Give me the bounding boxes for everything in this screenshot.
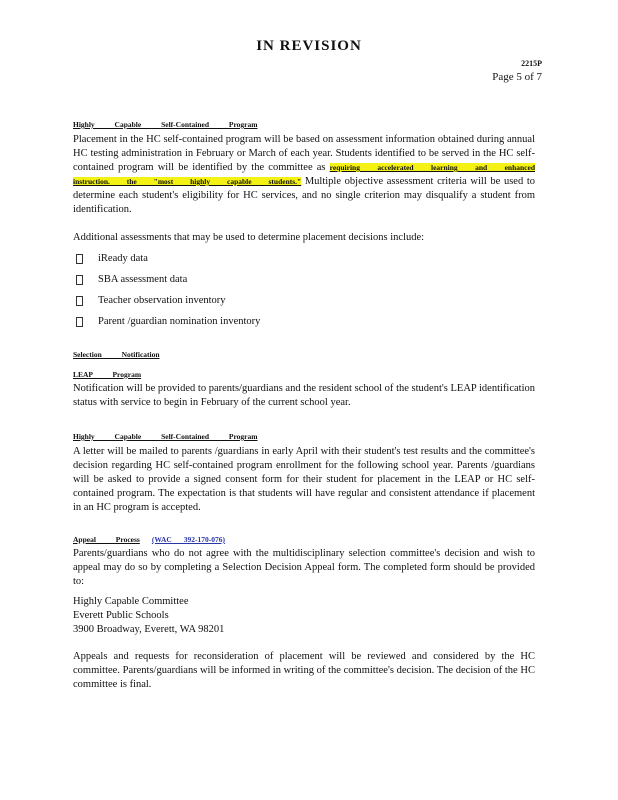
section-heading-selection: Selection Notification [73, 350, 160, 359]
page-number: Page 5 of 7 [492, 71, 542, 83]
address-line: Highly Capable Committee [73, 596, 189, 607]
list-item: SBA assessment data [73, 273, 535, 294]
placement-text: Placement in the HC self-contained program will be based on assessment information obtained during annual HC testing administration in February or March of each year. Students identified to be served in the HC self-contained program will be identified by the committee as [73, 134, 535, 173]
section-heading-hc-1: Highly Capable Self-Contained Program [73, 120, 258, 129]
additional-assessments-intro: Additional assessments that may be used to determine placement decisions include: [73, 232, 425, 243]
bullet-box-icon [76, 317, 83, 327]
policy-number: 2215P [521, 59, 542, 68]
letter-paragraph: A letter will be mailed to parents /guardians in early April with their student's test results and the committee's decision regarding HC self-contained program enrollment for the following school year. Parents /guardians will be asked to provide a signed consent form for their student for placement in the LEAP or HC self-contained program. The expectation is that students will have regular and consistent attendance if placement in an HC program is accepted. [73, 446, 535, 513]
bullet-box-icon [76, 275, 83, 285]
address-line: 3900 Broadway, Everett, WA 98201 [73, 624, 225, 635]
bullet-box-icon [76, 254, 83, 264]
appeal-paragraph: Parents/guardians who do not agree with the multidisciplinary selection committee's decision and wish to appeal may do so by completing a Selection Decision Appeal form. The completed form should be provided to: [73, 548, 535, 587]
section-heading-hc-2: Highly Capable Self-Contained Program [73, 432, 258, 441]
assessment-list [73, 252, 535, 336]
criteria-text: Multiple objective assessment criteria will be used to determine each student's eligibility for HC services, and no single criterion may disqualify a student from identification. [73, 176, 535, 215]
list-item: Teacher observation inventory [73, 294, 535, 315]
closing-paragraph: Appeals and requests for reconsideration of placement will be reviewed and considered by the HC committee. Parents/guardians will be informed in writing of the committee's decision. The decision of the HC committee is final. [73, 651, 535, 690]
subheading-leap: LEAP Program [73, 370, 142, 379]
notification-paragraph: Notification will be provided to parents/guardians and the resident school of the student's LEAP identification status with service to begin in February of the current school year. [73, 383, 535, 408]
placement-paragraph [73, 133, 535, 217]
address-line: Everett Public Schools [73, 610, 169, 621]
section-heading-appeal: Appeal Process (WAC 392-170-076) [73, 535, 225, 544]
bullet-box-icon [76, 296, 83, 306]
highlighted-text: requiring accelerated learning and enhanced instruction. the "most highly capable students." [73, 163, 535, 186]
list-item: Parent /guardian nomination inventory [73, 315, 535, 336]
list-item: iReady data [73, 252, 535, 273]
page-title: IN REVISION [256, 38, 362, 54]
mailing-address [73, 595, 535, 637]
wac-reference: (WAC 392-170-076) [151, 535, 225, 544]
